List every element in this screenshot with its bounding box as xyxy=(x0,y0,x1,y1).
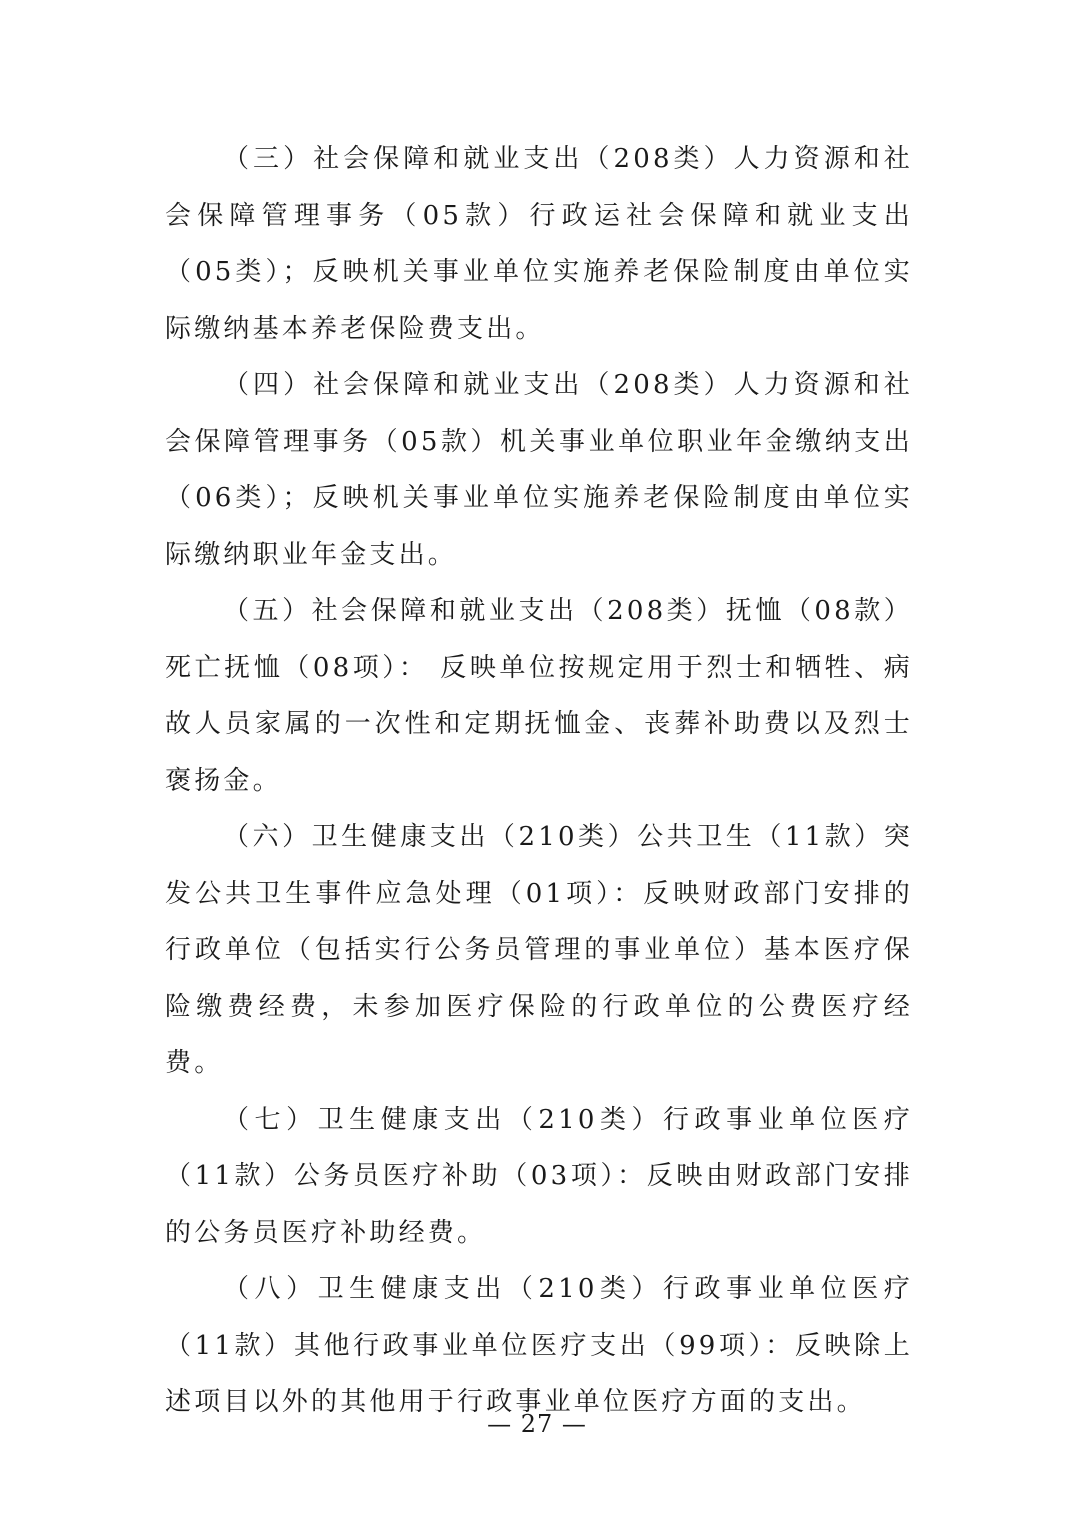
page-number: — 27 — xyxy=(487,1410,587,1438)
paragraph-eight: （八）卫生健康支出（210类）行政事业单位医疗（11款）其他行政事业单位医疗支出（99项）：反映除上述项目以外的其他用于行政事业单位医疗方面的支出。 xyxy=(165,1274,913,1417)
paragraph-four: （四）社会保障和就业支出（208类）人力资源和社会保障管理事务（05款）机关事业单位职业年金缴纳支出（06类）；反映机关事业单位实施养老保险制度由单位实际缴纳职业年金支出。 xyxy=(165,370,913,570)
paragraph-six: （六）卫生健康支出（210类）公共卫生（11款）突发公共卫生事件应急处理（01项）：反映财政部门安排的行政单位（包括实行公务员管理的事业单位）基本医疗保险缴费经费，未参加医疗保险的行政单位的公费医疗经费。 xyxy=(165,822,913,1078)
paragraph-seven: （七）卫生健康支出（210类）行政事业单位医疗（11款）公务员医疗补助（03项）：反映由财政部门安排的公务员医疗补助经费。 xyxy=(165,1104,913,1248)
paragraph-three: （三）社会保障和就业支出（208类）人力资源和社会保障管理事务（05款）行政运社会保障和就业支出（05类）；反映机关事业单位实施养老保险制度由单位实际缴纳基本养老保险费支出。 xyxy=(165,144,913,344)
document-body xyxy=(165,131,913,1431)
paragraph-five: （五）社会保障和就业支出（208类）抚恤（08款）死亡抚恤（08项）： 反映单位按规定用于烈士和牺牲、病故人员家属的一次性和定期抚恤金、丧葬补助费以及烈士褒扬金。 xyxy=(165,596,913,796)
